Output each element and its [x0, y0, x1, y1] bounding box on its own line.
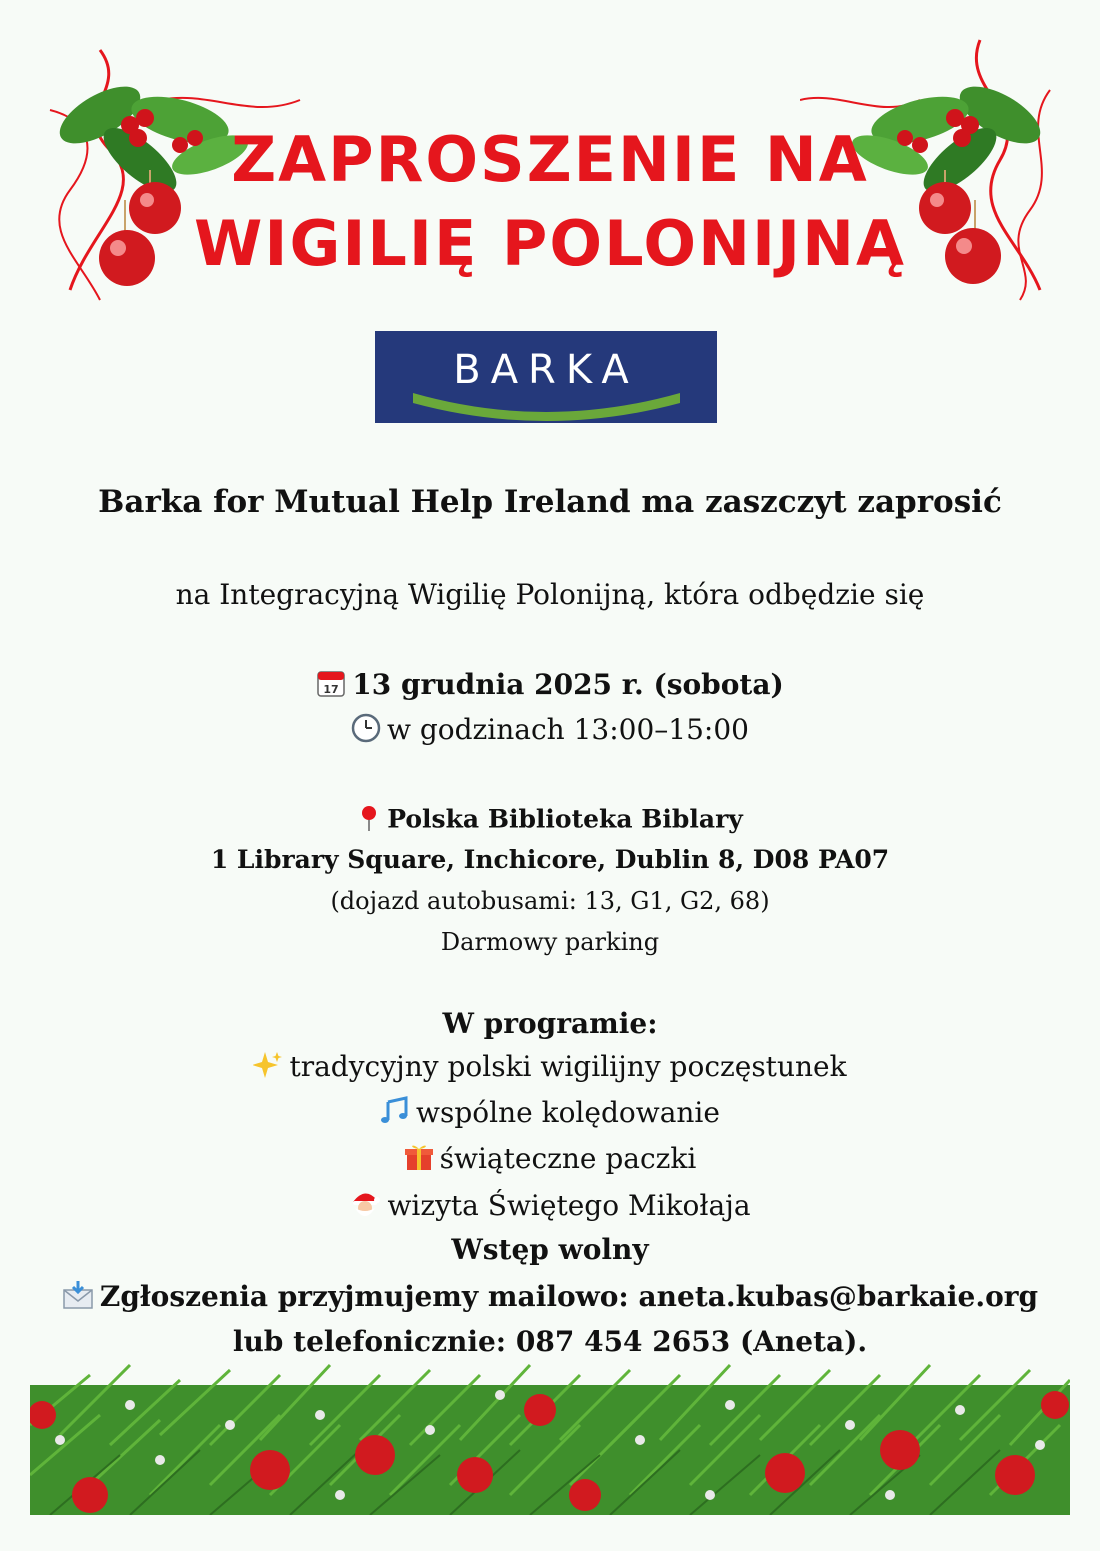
program-item — [0, 1050, 1100, 1087]
title-line-2: WIGILIĘ POLONIJNĄ — [194, 207, 906, 280]
poster-title — [0, 118, 1100, 286]
venue-address: 1 Library Square, Inchicore, Dublin 8, D08 PA07 — [210, 845, 890, 874]
subintro-text: na Integracyjną Wigilię Polonijną, która odbędzie się — [175, 578, 925, 611]
santa-icon — [349, 1188, 381, 1227]
envelope-icon — [62, 1280, 94, 1317]
logo-smile-icon — [375, 331, 717, 423]
calendar-icon — [316, 668, 346, 705]
program-heading: W programie: — [442, 1007, 658, 1040]
date-line — [0, 668, 1100, 705]
program-item — [0, 1096, 1100, 1133]
program-item — [0, 1188, 1100, 1227]
program-item-text: wizyta Świętego Mikołaja — [387, 1189, 751, 1222]
gift-icon — [404, 1142, 434, 1179]
title-line-1: ZAPROSZENIE NA — [231, 123, 869, 196]
pine-garland-decoration — [30, 1345, 1070, 1515]
intro-text: Barka for Mutual Help Ireland ma zaszczyt zaprosić — [98, 484, 1002, 520]
venue-name-line — [0, 804, 1100, 838]
venue-transport: (dojazd autobusami: 13, G1, G2, 68) — [330, 887, 770, 915]
barka-logo — [375, 331, 717, 423]
date-text: 13 grudnia 2025 r. (sobota) — [352, 668, 784, 701]
pin-icon — [357, 804, 381, 838]
music-notes-icon — [380, 1096, 410, 1133]
entry-text: Wstęp wolny — [451, 1233, 649, 1266]
program-item-text: świąteczne paczki — [439, 1142, 697, 1175]
program-item-text: wspólne kolędowanie — [416, 1096, 720, 1129]
time-text: w godzinach 13:00–15:00 — [386, 713, 749, 746]
clock-icon — [351, 713, 381, 750]
program-item — [0, 1142, 1100, 1179]
venue-parking: Darmowy parking — [440, 928, 660, 956]
program-item-text: tradycyjny polski wigilijny poczęstunek — [289, 1050, 847, 1083]
logo-text: BARKA — [453, 347, 639, 393]
venue-name: Polska Biblioteka Biblary — [387, 804, 743, 834]
contact-line-1 — [0, 1280, 1100, 1317]
svg-text:17: 17 — [323, 683, 339, 696]
sparkles-icon — [253, 1050, 283, 1087]
contact-line-2: lub telefonicznie: 087 454 2653 (Aneta). — [232, 1325, 868, 1358]
time-line — [0, 713, 1100, 750]
contact-email-text: Zgłoszenia przyjmujemy mailowo: aneta.kubas@barkaie.org — [99, 1280, 1039, 1313]
